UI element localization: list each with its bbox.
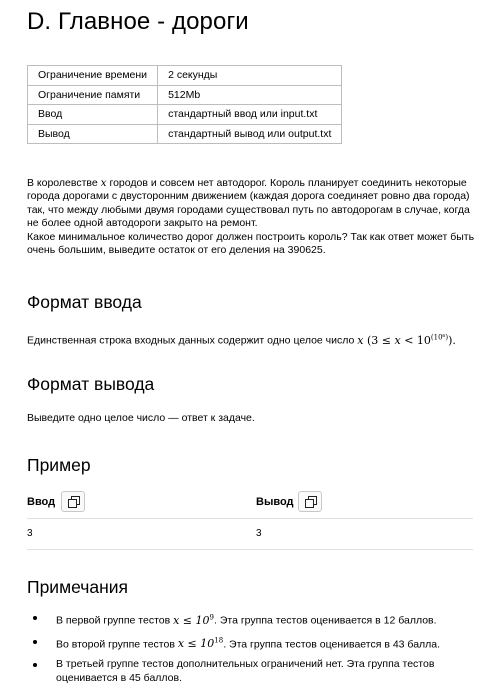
example-divider (27, 518, 473, 519)
limit-key: Вывод (28, 124, 158, 144)
example-output-value: 3 (256, 528, 262, 539)
list-item (27, 611, 477, 628)
example-input-value: 3 (27, 528, 33, 539)
limit-value: 512Mb (158, 85, 342, 105)
statement-text: городов и совсем нет автодорог. Король планирует соединить некоторые города дорогами с двусторонним движением (каждая дорога соединяет ровно два города) так, что между любыми двумя городами существовал путь по автодорогам в случае, когда не более одной автодороги закрыто на ремонт. (27, 177, 470, 230)
limit-value: стандартный ввод или input.txt (158, 105, 342, 125)
copy-icon (68, 496, 80, 508)
math-formula (178, 637, 223, 650)
table-row (28, 105, 342, 125)
copy-output-button[interactable] (298, 491, 322, 512)
input-format-sentence: Единственная строка входных данных содержит одно целое число (27, 334, 358, 347)
example-bottom-divider (27, 549, 473, 550)
example-output-label: Вывод (256, 496, 294, 508)
statement-paragraph: Какое минимальное количество дорог должен построить король? Так как ответ может быть очень большим, выведите остаток от его деления на 390625. (27, 230, 475, 257)
input-format-heading: Формат ввода (27, 292, 142, 312)
copy-icon (305, 496, 317, 508)
note-text: Во второй группе тестов (56, 638, 178, 651)
math-formula (357, 334, 456, 347)
notes-heading: Примечания (27, 577, 129, 597)
math-exponent: 18 (214, 636, 224, 645)
limit-key: Ввод (28, 105, 158, 125)
problem-statement (27, 177, 477, 257)
table-row (28, 124, 342, 144)
input-format-text (27, 330, 477, 348)
math-expression: x ≤ 10 (173, 613, 210, 627)
limit-key: Ограничение памяти (28, 85, 158, 105)
example-input-label: Ввод (27, 496, 56, 508)
table-row (28, 85, 342, 105)
statement-text: В королевстве (27, 177, 101, 189)
note-text: . Эта группа тестов оценивается в 43 балла. (223, 638, 441, 651)
limit-key: Ограничение времени (28, 66, 158, 86)
page-title: D. Главное - дороги (27, 8, 249, 35)
limit-value: 2 секунды (158, 66, 342, 86)
output-format-text: Выведите одно целое число — ответ к задаче. (27, 412, 255, 424)
math-variable: x (100, 177, 107, 189)
math-variable: x (394, 333, 401, 347)
note-text: . Эта группа тестов оценивается в 12 баллов. (214, 614, 437, 627)
math-exponent: 9 (209, 613, 214, 621)
math-part: ). (448, 333, 456, 347)
notes-list (27, 611, 477, 691)
limits-table (27, 65, 342, 144)
copy-input-button[interactable] (61, 491, 85, 512)
math-part: < 10 (400, 333, 431, 347)
math-part: (3 ≤ (366, 333, 395, 347)
math-expression: x ≤ 10 (177, 637, 215, 651)
math-formula (173, 614, 214, 627)
example-heading: Пример (27, 455, 91, 475)
list-item (27, 635, 477, 652)
table-row (28, 66, 342, 86)
math-exponent: (10⁶) (430, 333, 449, 341)
output-format-heading: Формат вывода (27, 374, 155, 394)
math-variable: x (357, 333, 364, 347)
note-text: В первой группе тестов (56, 614, 174, 627)
list-item: В третьей группе тестов дополнительных ограничений нет. Эта группа тестов оценивается в 45 баллов. (27, 658, 477, 685)
statement-paragraph (27, 177, 477, 231)
limit-value: стандартный вывод или output.txt (158, 124, 342, 144)
